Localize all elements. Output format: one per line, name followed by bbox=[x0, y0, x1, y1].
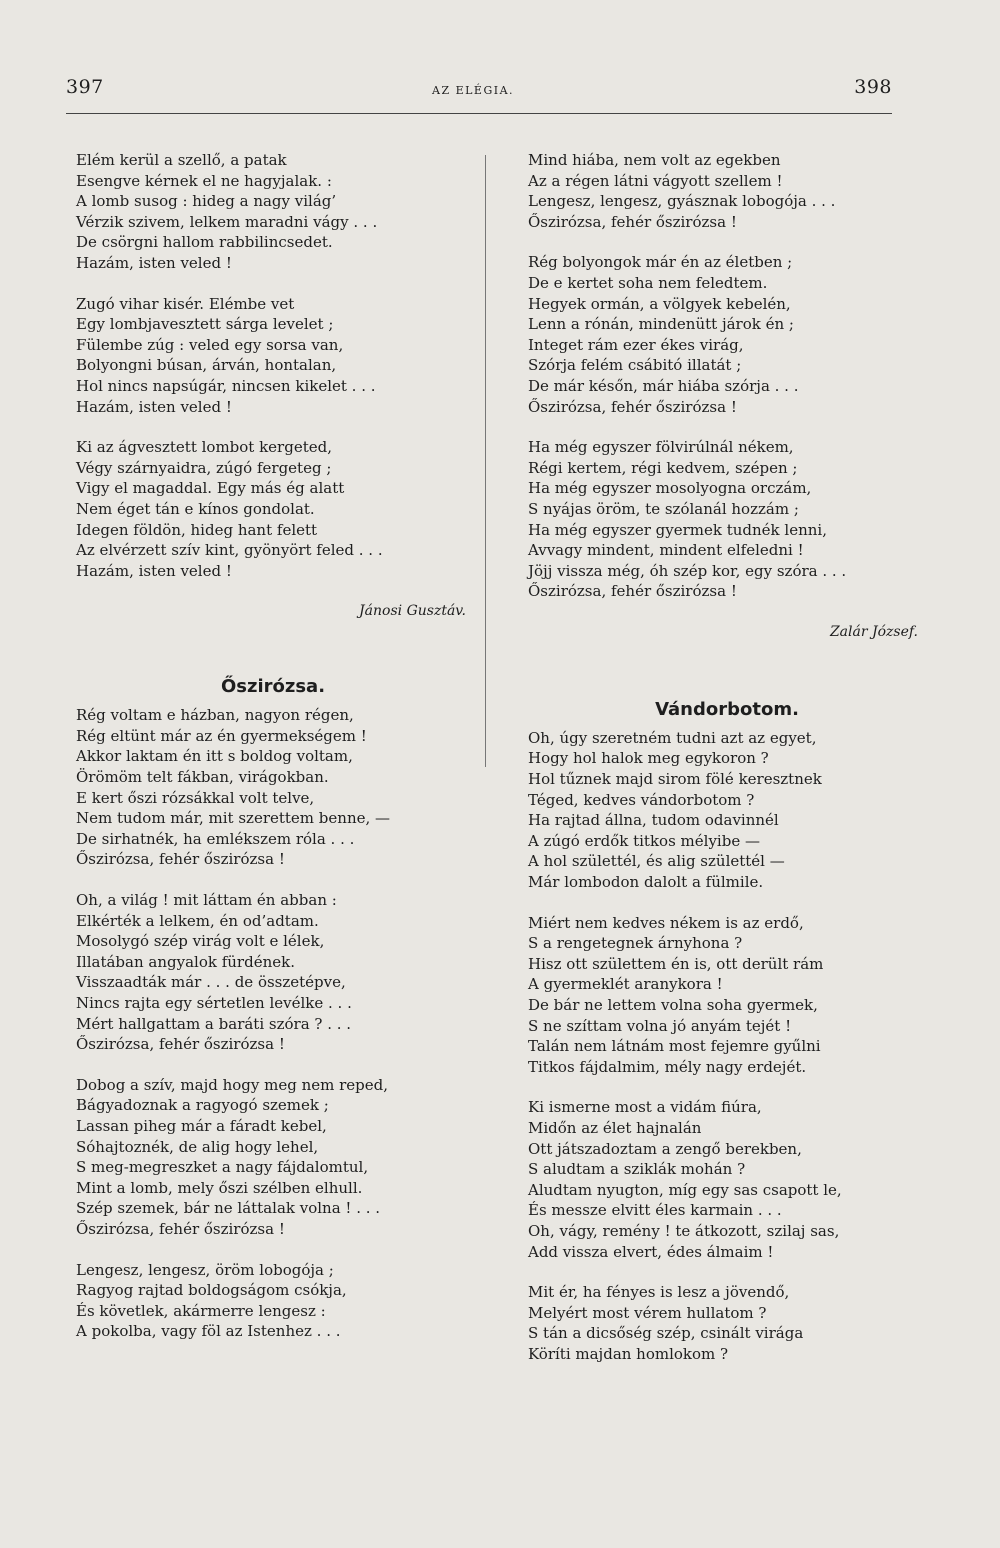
poem-janosi bbox=[76, 150, 470, 621]
poem-title: Őszirózsa. bbox=[220, 676, 326, 698]
verse-line: Köríti majdan homlokom ? bbox=[528, 1344, 729, 1363]
verse-line: Hogy hol halok meg egykoron ? bbox=[528, 749, 769, 768]
verse-line: Esengve kérnek el ne hagyjalak. : bbox=[76, 171, 332, 190]
verse-line: Lassan piheg már a fáradt kebel, bbox=[76, 1116, 327, 1135]
verse-line: Hazám, isten veled ! bbox=[76, 253, 232, 272]
verse-line: Őszirózsa, fehér őszirózsa ! bbox=[76, 1219, 285, 1238]
poem-vandorbotom bbox=[528, 699, 926, 1365]
verse-line: Miért nem kedves nékem is az erdő, bbox=[528, 913, 804, 932]
verse-line: Elém kerül a szellő, a patak bbox=[76, 151, 287, 169]
stanza bbox=[528, 437, 926, 602]
running-title: AZ ELÉGIA. bbox=[432, 84, 515, 97]
stanza bbox=[528, 1282, 926, 1364]
verse-line: Oh, úgy szeretném tudni azt az egyet, bbox=[528, 728, 817, 747]
right-column bbox=[528, 150, 926, 1385]
verse-line: Egy lombjavesztett sárga levelet ; bbox=[76, 315, 334, 334]
verse-line: Talán nem látnám most fejemre gyűlni bbox=[528, 1037, 821, 1056]
verse-line: Visszaadták már . . . de összetépve, bbox=[76, 973, 346, 992]
verse-line: Szép szemek, bár ne láttalak volna ! . . . bbox=[76, 1199, 381, 1218]
stanza bbox=[76, 150, 470, 274]
verse-line: De csörgni hallom rabbilincsedet. bbox=[76, 233, 333, 252]
verse-line: S a rengetegnek árnyhona ? bbox=[528, 934, 743, 953]
stanza bbox=[76, 1260, 470, 1342]
verse-line: Ki ismerne most a vidám fiúra, bbox=[528, 1098, 762, 1117]
poem-oszirozsa bbox=[76, 676, 470, 1342]
poem-body bbox=[528, 150, 926, 602]
verse-line: Hol tűznek majd sirom fölé keresztnek bbox=[528, 770, 822, 789]
verse-line: Zugó vihar kisér. Elémbe vet bbox=[76, 294, 295, 313]
verse-line: Vérzik szivem, lelkem maradni vágy . . . bbox=[76, 212, 378, 231]
verse-line: Midőn az élet hajnalán bbox=[528, 1118, 702, 1137]
verse-line: Dobog a szív, majd hogy meg nem reped, bbox=[76, 1075, 389, 1094]
column-divider bbox=[485, 155, 486, 767]
verse-line: Mért hallgattam a baráti szóra ? . . . bbox=[76, 1014, 352, 1033]
verse-line: Téged, kedves vándorbotom ? bbox=[528, 790, 755, 809]
verse-line: Hol nincs napsúgár, nincsen kikelet . . . bbox=[76, 376, 376, 395]
verse-line: Őszirózsa, fehér őszirózsa ! bbox=[528, 582, 737, 601]
stanza bbox=[528, 913, 926, 1078]
verse-line: Melyért most vérem hullatom ? bbox=[528, 1303, 767, 1322]
verse-line: Akkor laktam én itt s boldog voltam, bbox=[76, 747, 353, 766]
verse-line: S tán a dicsőség szép, csinált virága bbox=[528, 1324, 804, 1343]
verse-line: Hegyek ormán, a völgyek kebelén, bbox=[528, 294, 791, 313]
verse-line: Végy szárnyaidra, zúgó fergeteg ; bbox=[76, 458, 332, 477]
verse-line: Add vissza elvert, édes álmaim ! bbox=[528, 1242, 774, 1261]
verse-line: Szórja felém csábitó illatát ; bbox=[528, 356, 742, 375]
verse-line: Ha még egyszer fölvirúlnál nékem, bbox=[528, 438, 794, 457]
verse-line: Ha még egyszer mosolyogna orczám, bbox=[528, 479, 812, 498]
verse-line: S meg-megreszket a nagy fájdalomtul, bbox=[76, 1158, 369, 1177]
verse-line: Jöjj vissza még, óh szép kor, egy szóra . . . bbox=[528, 561, 847, 580]
stanza bbox=[76, 890, 470, 1055]
verse-line: Régi kertem, régi kedvem, szépen ; bbox=[528, 458, 798, 477]
verse-line: Fülembe zúg : veled egy sorsa van, bbox=[76, 335, 344, 354]
poem-author: Jánosi Gusztáv. bbox=[359, 603, 466, 620]
verse-line: Mint a lomb, mely őszi szélben elhull. bbox=[76, 1178, 363, 1197]
poem-author: Zalár József. bbox=[829, 623, 918, 640]
verse-line: Őszirózsa, fehér őszirózsa ! bbox=[528, 212, 737, 231]
verse-line: E kert őszi rózsákkal volt telve, bbox=[76, 788, 315, 807]
verse-line: Őszirózsa, fehér őszirózsa ! bbox=[76, 850, 285, 869]
verse-line: Aludtam nyugton, míg egy sas csapott le, bbox=[528, 1180, 842, 1199]
stanza bbox=[76, 437, 470, 581]
right-page-number: 398 bbox=[854, 76, 892, 98]
verse-line: S aludtam a sziklák mohán ? bbox=[528, 1160, 746, 1179]
verse-line: Lenn a rónán, mindenütt járok én ; bbox=[528, 315, 794, 334]
verse-line: Ha még egyszer gyermek tudnék lenni, bbox=[528, 520, 827, 539]
poem-oszirozsa-continued bbox=[528, 150, 926, 642]
verse-line: Nem éget tán e kínos gondolat. bbox=[76, 499, 315, 518]
verse-line: Ha rajtad állna, tudom odavinnél bbox=[528, 811, 779, 830]
verse-line: Hisz ott születtem én is, ott derült rám bbox=[528, 954, 824, 973]
stanza bbox=[76, 705, 470, 870]
verse-line: Mind hiába, nem volt az egekben bbox=[528, 151, 781, 169]
verse-line: Mosolygó szép virág volt e lélek, bbox=[76, 932, 325, 951]
verse-line: Avvagy mindent, mindent elfeledni ! bbox=[528, 541, 804, 560]
verse-line: Rég bolyongok már én az életben ; bbox=[528, 253, 793, 272]
verse-line: Integet rám ezer ékes virág, bbox=[528, 335, 744, 354]
poem-body bbox=[76, 705, 470, 1342]
poem-body bbox=[528, 728, 926, 1365]
verse-line: S ne szíttam volna jó anyám tejét ! bbox=[528, 1016, 792, 1035]
verse-line: Nincs rajta egy sértetlen levélke . . . bbox=[76, 994, 352, 1012]
stanza bbox=[528, 728, 926, 893]
verse-line: A pokolba, vagy föl az Istenhez . . . bbox=[76, 1322, 341, 1341]
verse-line: Örömöm telt fákban, virágokban. bbox=[76, 768, 329, 787]
stanza bbox=[528, 1097, 926, 1262]
left-column bbox=[76, 150, 470, 1362]
verse-line: Mit ér, ha fényes is lesz a jövendő, bbox=[528, 1283, 790, 1302]
verse-line: A lomb susog : hideg a nagy világ’ bbox=[76, 192, 337, 211]
verse-line: Bágyadoznak a ragyogó szemek ; bbox=[76, 1096, 329, 1115]
verse-line: Lengesz, lengesz, gyásznak lobogója . . . bbox=[528, 192, 836, 211]
verse-line: Titkos fájdalmim, mély nagy erdejét. bbox=[528, 1057, 807, 1076]
verse-line: Őszirózsa, fehér őszirózsa ! bbox=[528, 397, 737, 416]
verse-line: De sirhatnék, ha emlékszem róla . . . bbox=[76, 829, 355, 848]
verse-line: Elkérték a lelkem, én od’adtam. bbox=[76, 911, 319, 930]
verse-line: Bolyongni búsan, árván, hontalan, bbox=[76, 356, 337, 375]
verse-line: Ragyog rajtad boldogságom csókja, bbox=[76, 1281, 347, 1300]
verse-line: És követlek, akármerre lengesz : bbox=[76, 1301, 326, 1320]
verse-line: Nem tudom már, mit szerettem benne, — bbox=[76, 809, 391, 828]
poem-title: Vándorbotom. bbox=[655, 698, 799, 720]
verse-line: Hazám, isten veled ! bbox=[76, 397, 232, 416]
stanza bbox=[76, 294, 470, 418]
poem-body bbox=[76, 150, 470, 581]
stanza bbox=[528, 150, 926, 232]
verse-line: De bár ne lettem volna soha gyermek, bbox=[528, 996, 818, 1014]
verse-line: Illatában angyalok fürdének. bbox=[76, 952, 295, 971]
verse-line: Sóhajtoznék, de alig hogy lehel, bbox=[76, 1137, 319, 1156]
verse-line: Idegen földön, hideg hant felett bbox=[76, 520, 318, 539]
verse-line: Őszirózsa, fehér őszirózsa ! bbox=[76, 1035, 285, 1054]
verse-line: Már lombodon dalolt a fülmile. bbox=[528, 873, 764, 892]
verse-line: Rég eltünt már az én gyermekségem ! bbox=[76, 726, 367, 745]
verse-line: De már későn, már hiába szórja . . . bbox=[528, 376, 799, 395]
header-rule bbox=[66, 113, 892, 114]
verse-line: A hol születtél, és alig születtél — bbox=[528, 852, 785, 871]
verse-line: Lengesz, lengesz, öröm lobogója ; bbox=[76, 1260, 334, 1279]
verse-line: A zúgó erdők titkos mélyibe — bbox=[528, 831, 760, 850]
verse-line: És messze elvitt éles karmain . . . bbox=[528, 1201, 782, 1220]
verse-line: S nyájas öröm, te szólanál hozzám ; bbox=[528, 499, 799, 518]
verse-line: A gyermeklét aranykora ! bbox=[528, 975, 723, 994]
left-page-number: 397 bbox=[66, 76, 104, 98]
verse-line: Rég voltam e házban, nagyon régen, bbox=[76, 706, 354, 725]
stanza bbox=[528, 252, 926, 417]
verse-line: Hazám, isten veled ! bbox=[76, 561, 232, 580]
verse-line: Ott játszadoztam a zengő berekben, bbox=[528, 1139, 802, 1158]
verse-line: Oh, a világ ! mit láttam én abban : bbox=[76, 891, 337, 910]
page-header bbox=[66, 76, 892, 110]
verse-line: Oh, vágy, remény ! te átkozott, szilaj sas, bbox=[528, 1221, 840, 1240]
verse-line: Vigy el magaddal. Egy más ég alatt bbox=[76, 479, 345, 498]
verse-line: Ki az ágvesztett lombot kergeted, bbox=[76, 438, 332, 457]
verse-line: Az elvérzett szív kint, gyönyört feled . . . bbox=[76, 541, 383, 560]
verse-line: Az a régen látni vágyott szellem ! bbox=[528, 171, 783, 190]
stanza bbox=[76, 1075, 470, 1240]
verse-line: De e kertet soha nem feledtem. bbox=[528, 273, 768, 292]
